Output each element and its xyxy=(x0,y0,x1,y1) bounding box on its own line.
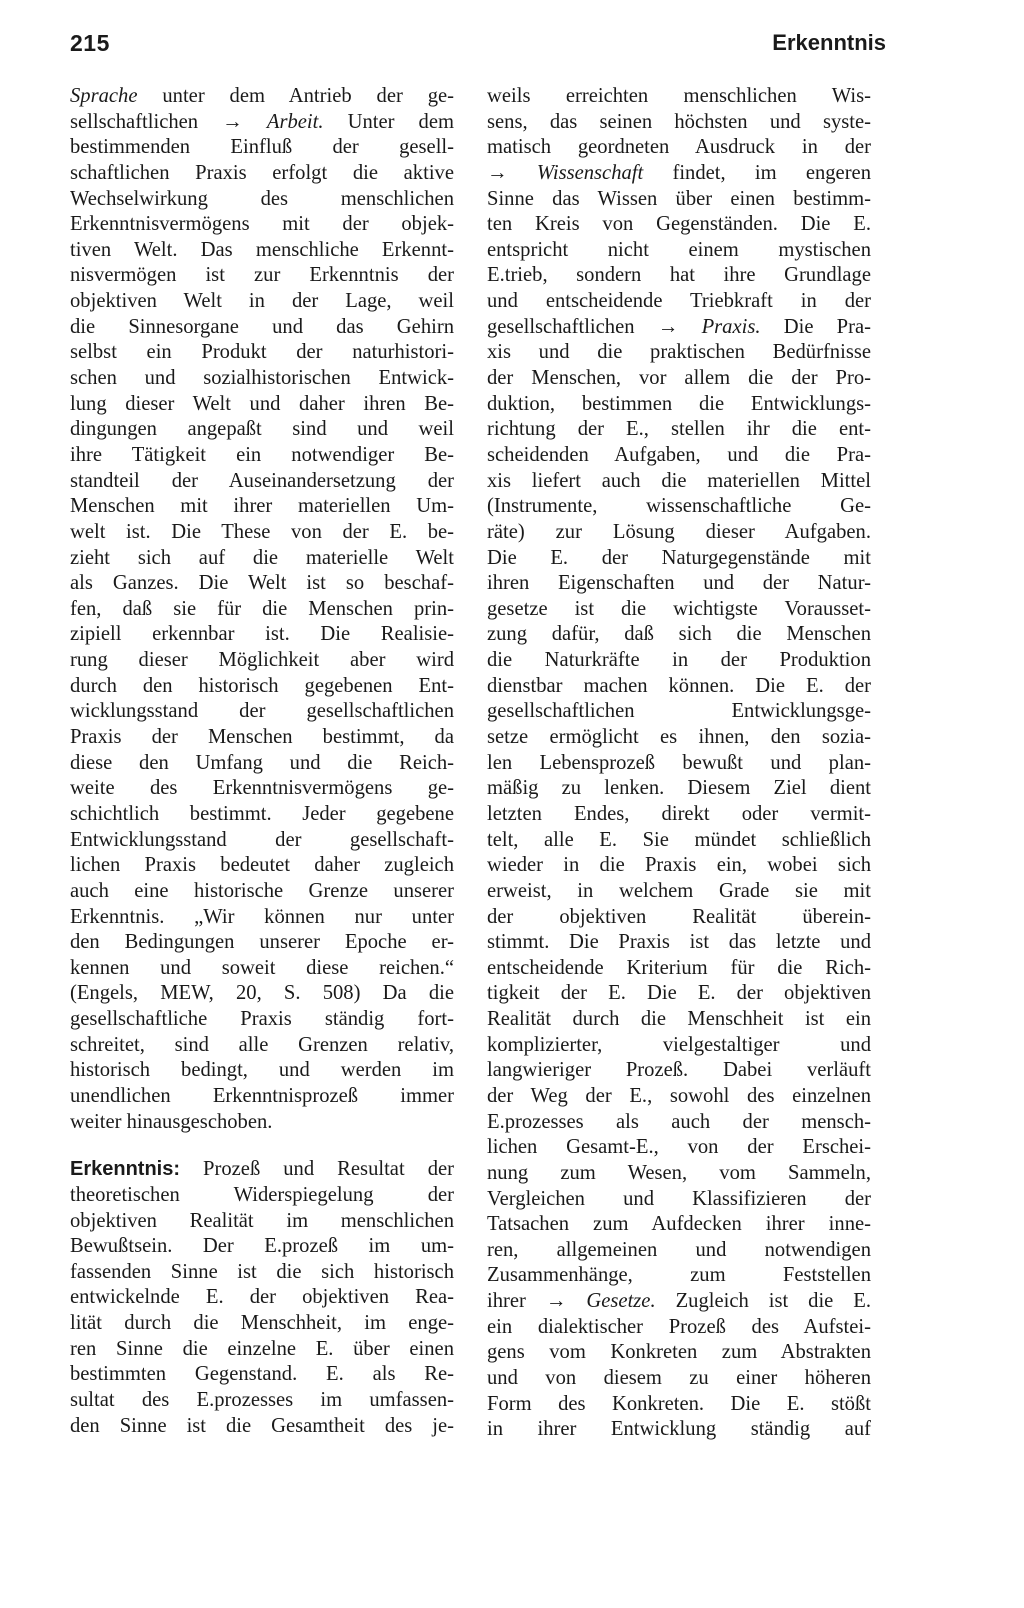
text-run: Praxis der Menschen bestimmt, da xyxy=(70,726,454,749)
text-run: ren Sinne die einzelne E. über einen xyxy=(70,1337,454,1360)
text-line xyxy=(487,263,871,289)
text-line xyxy=(487,1084,871,1110)
text-run: als Ganzes. Die Welt ist so beschaf- xyxy=(70,572,454,595)
text-run: unter dem Antrieb der ge- xyxy=(137,85,454,107)
text-run: ren, allgemeinen und notwendigen xyxy=(487,1238,871,1261)
text-run: (Engels, MEW, 20, S. 508) Da die xyxy=(70,982,454,1005)
text-run: xis und die praktischen Bedürfnisse xyxy=(487,341,871,364)
text-line xyxy=(487,930,871,956)
text-run: welt ist. Die These von der E. be- xyxy=(70,520,454,543)
text-run: tigkeit der E. Die E. der objektiven xyxy=(487,982,871,1005)
cross-reference: Arbeit. xyxy=(266,110,324,133)
text-line xyxy=(70,1260,454,1286)
text-run: lichen Gesamt-E., von der Erschei- xyxy=(487,1136,871,1159)
text-line xyxy=(70,1414,454,1440)
text-line xyxy=(487,84,871,110)
text-run: telt, alle E. Sie mündet schließlich xyxy=(487,828,871,851)
text-run: unendlichen Erkenntnisprozeß immer xyxy=(70,1084,454,1107)
text-run: findet, im engeren xyxy=(643,161,871,184)
text-line xyxy=(487,1058,871,1084)
text-line xyxy=(487,1366,871,1392)
text-line xyxy=(487,1187,871,1213)
text-line xyxy=(487,879,871,905)
text-run: nisvermögen ist zur Erkenntnis der xyxy=(70,264,454,287)
text-line xyxy=(487,674,871,700)
cross-reference: Gesetze. xyxy=(586,1290,656,1313)
text-run: mäßig zu lenken. Diesem Ziel dient xyxy=(487,777,871,800)
text-run: gesellschaftliche Praxis ständig fort- xyxy=(70,1008,454,1031)
text-run: stimmt. Die Praxis ist das letzte und xyxy=(487,931,871,954)
text-line xyxy=(487,238,871,264)
text-run: gens vom Konkreten zum Abstrakten xyxy=(487,1341,871,1364)
text-line xyxy=(487,1212,871,1238)
text-run: objektiven Realität im menschlichen xyxy=(70,1209,454,1232)
text-run: setze ermöglicht es ihnen, den sozia- xyxy=(487,726,871,749)
text-run: schreitet, sind alle Grenzen relativ, xyxy=(70,1033,454,1056)
text-line xyxy=(487,1417,871,1443)
text-line xyxy=(70,494,454,520)
text-line xyxy=(487,776,871,802)
text-line xyxy=(70,238,454,264)
text-run: sens, das seinen höchsten und syste- xyxy=(487,110,871,133)
text-run: zung dafür, daß sich die Menschen xyxy=(487,623,871,646)
text-line xyxy=(70,751,454,777)
text-line xyxy=(487,828,871,854)
text-line xyxy=(487,622,871,648)
text-line xyxy=(70,546,454,572)
text-line xyxy=(70,853,454,879)
text-run: lung dieser Welt und daher ihren Be- xyxy=(70,392,454,415)
text-line xyxy=(487,340,871,366)
text-line xyxy=(70,597,454,623)
text-run: entspricht nicht einem mystischen xyxy=(487,238,871,261)
text-line xyxy=(70,1285,454,1311)
text-line xyxy=(487,187,871,213)
text-line xyxy=(70,1033,454,1059)
text-run: Menschen mit ihrer materiellen Um- xyxy=(70,495,454,518)
text-run: ihrer → xyxy=(487,1290,587,1313)
text-run: scheidenden Aufgaben, und die Pra- xyxy=(487,443,871,466)
text-line xyxy=(487,699,871,725)
text-line xyxy=(487,1263,871,1289)
text-line xyxy=(70,1388,454,1414)
text-run: historisch bedingt, und werden im xyxy=(70,1059,454,1082)
text-run: die Sinnesorgane und das Gehirn xyxy=(70,315,454,338)
text-run: langwieriger Prozeß. Dabei verläuft xyxy=(487,1059,871,1082)
text-run: in ihrer Entwicklung ständig auf xyxy=(487,1418,871,1441)
text-run: Unter dem xyxy=(323,110,454,133)
text-line xyxy=(70,212,454,238)
entry-first-line xyxy=(70,1157,454,1183)
text-line xyxy=(70,699,454,725)
text-line xyxy=(70,1110,454,1136)
text-line xyxy=(487,1238,871,1264)
text-run: zipiell erkennbar ist. Die Realisie- xyxy=(70,623,454,646)
text-line xyxy=(487,1007,871,1033)
text-line xyxy=(487,366,871,392)
text-line xyxy=(487,853,871,879)
text-run: kennen und soweit diese reichen.“ xyxy=(70,956,454,979)
text-line xyxy=(70,802,454,828)
text-run: → xyxy=(487,161,537,184)
text-run: objektiven Welt in der Lage, weil xyxy=(70,290,454,313)
text-run: weils erreichten menschlichen Wis- xyxy=(487,85,871,107)
text-run: der objektiven Realität überein- xyxy=(487,905,871,928)
text-line xyxy=(487,1161,871,1187)
text-run: fen, daß sie für die Menschen prin- xyxy=(70,597,454,620)
text-run: ein dialektischer Prozeß des Aufstei- xyxy=(487,1315,871,1338)
text-run: dingungen angepaßt sind und weil xyxy=(70,418,454,441)
text-run: standteil der Auseinandersetzung der xyxy=(70,469,454,492)
text-run: E.prozesses als auch der mensch- xyxy=(487,1110,871,1133)
text-line xyxy=(70,1058,454,1084)
text-run: selbst ein Produkt der naturhistori- xyxy=(70,341,454,364)
text-line xyxy=(70,1183,454,1209)
text-run: schichtlich bestimmt. Jeder gegebene xyxy=(70,802,454,825)
text-line xyxy=(70,289,454,315)
text-run: sultat des E.prozesses im umfassen- xyxy=(70,1389,454,1412)
text-run: komplizierter, vielgestaltiger und xyxy=(487,1033,871,1056)
text-line xyxy=(70,930,454,956)
text-line xyxy=(487,315,871,341)
text-line xyxy=(70,469,454,495)
paragraph-continuation xyxy=(70,84,454,1135)
text-line xyxy=(70,315,454,341)
text-line xyxy=(70,1337,454,1363)
text-run: Die Pra- xyxy=(760,315,871,338)
text-run: dienstbar machen können. Die E. der xyxy=(487,674,871,697)
cross-reference: Sprache xyxy=(70,85,138,107)
text-line xyxy=(70,674,454,700)
paragraph-gap xyxy=(70,1135,454,1157)
text-run: Prozeß und Resultat der xyxy=(180,1158,454,1181)
text-run: diese den Umfang und die Reich- xyxy=(70,751,454,774)
text-run: (Instrumente, wissenschaftliche Ge- xyxy=(487,495,871,518)
text-line xyxy=(70,622,454,648)
text-line xyxy=(70,1234,454,1260)
text-line xyxy=(487,520,871,546)
text-run: wieder in die Praxis ein, wobei sich xyxy=(487,854,871,877)
text-line xyxy=(487,135,871,161)
text-line xyxy=(487,597,871,623)
text-run: Sinne das Wissen über einen bestimm- xyxy=(487,187,871,210)
text-line xyxy=(70,725,454,751)
text-line xyxy=(70,828,454,854)
text-line xyxy=(487,1289,871,1315)
text-run: nung zum Wesen, vom Sammeln, xyxy=(487,1161,871,1184)
text-run: weiter hinausgeschoben. xyxy=(70,1110,273,1133)
text-run: lität durch die Menschheit, im enge- xyxy=(70,1312,454,1335)
text-line xyxy=(70,1311,454,1337)
text-run: bestimmenden Einfluß der gesell- xyxy=(70,136,454,159)
text-run: die Naturkräfte in der Produktion xyxy=(487,649,871,672)
text-line xyxy=(487,289,871,315)
text-line xyxy=(487,417,871,443)
text-line xyxy=(70,571,454,597)
text-line xyxy=(70,776,454,802)
text-line xyxy=(70,392,454,418)
text-line xyxy=(487,725,871,751)
text-line xyxy=(70,135,454,161)
text-run: len Lebensprozeß bewußt und plan- xyxy=(487,751,871,774)
text-line xyxy=(487,1135,871,1161)
text-run: matisch geordneten Ausdruck in der xyxy=(487,136,871,159)
text-line xyxy=(487,1110,871,1136)
text-run: xis liefert auch die materiellen Mittel xyxy=(487,469,871,492)
text-run: gesellschaftlichen → xyxy=(487,315,702,338)
text-line xyxy=(487,1340,871,1366)
entry-keyword: Erkenntnis: xyxy=(70,1158,181,1181)
text-line xyxy=(70,187,454,213)
text-line xyxy=(487,905,871,931)
text-run: Erkenntnis. „Wir können nur unter xyxy=(70,905,454,928)
text-line xyxy=(487,546,871,572)
text-run: tiven Welt. Das menschliche Erkennt- xyxy=(70,238,454,261)
text-line xyxy=(70,340,454,366)
text-run: Form des Konkreten. Die E. stößt xyxy=(487,1392,871,1415)
text-run: rung dieser Möglichkeit aber wird xyxy=(70,649,454,672)
text-run: gesellschaftlichen Entwicklungsge- xyxy=(487,700,871,723)
cross-reference: Wissenschaft xyxy=(536,161,644,184)
page-number: 215 xyxy=(70,30,110,56)
right-column xyxy=(487,84,871,1443)
text-line xyxy=(70,956,454,982)
text-line xyxy=(70,366,454,392)
text-line xyxy=(487,981,871,1007)
text-run: räte) zur Lösung dieser Aufgaben. xyxy=(487,520,871,543)
text-line xyxy=(487,494,871,520)
text-run: erweist, in welchem Grade sie mit xyxy=(487,879,871,902)
cross-reference: Praxis. xyxy=(701,315,761,338)
text-run: Vergleichen und Klassifizieren der xyxy=(487,1187,871,1210)
text-line xyxy=(487,648,871,674)
text-run: richtung der E., stellen ihr die ent- xyxy=(487,418,871,441)
text-run: entscheidende Kriterium für die Rich- xyxy=(487,956,871,979)
text-line xyxy=(70,417,454,443)
text-run: lichen Praxis bedeutet daher zugleich xyxy=(70,854,454,877)
text-line xyxy=(487,110,871,136)
text-line xyxy=(487,469,871,495)
text-line xyxy=(487,161,871,187)
text-run: E.trieb, sondern hat ihre Grundlage xyxy=(487,264,871,287)
text-run: Erkenntnisvermögens mit der objek- xyxy=(70,213,454,236)
text-line xyxy=(487,1392,871,1418)
text-line xyxy=(70,520,454,546)
text-line xyxy=(70,648,454,674)
text-line xyxy=(70,263,454,289)
text-run: Die E. der Naturgegenstände mit xyxy=(487,546,871,569)
text-run: fassenden Sinne ist die sich historisch xyxy=(70,1260,454,1283)
text-run: Wechselwirkung des menschlichen xyxy=(70,187,454,210)
text-run: und entscheidende Triebkraft in der xyxy=(487,290,871,313)
text-line xyxy=(487,392,871,418)
text-run: entwickelnde E. der objektiven Rea- xyxy=(70,1286,454,1309)
text-run: schen und sozialhistorischen Entwick- xyxy=(70,367,454,390)
text-run: den Sinne ist die Gesamtheit des je- xyxy=(70,1414,454,1437)
text-run: letzten Endes, direkt oder vermit- xyxy=(487,802,871,825)
text-line xyxy=(487,802,871,828)
text-run: Entwicklungsstand der gesellschaft- xyxy=(70,828,454,851)
text-run: der Weg der E., sowohl des einzelnen xyxy=(487,1084,871,1107)
text-line xyxy=(70,161,454,187)
text-line xyxy=(70,443,454,469)
text-line xyxy=(70,1007,454,1033)
text-run: ihren Eigenschaften und der Natur- xyxy=(487,572,871,595)
text-line xyxy=(487,1033,871,1059)
text-run: Tatsachen zum Aufdecken ihrer inne- xyxy=(487,1213,871,1236)
text-run: sellschaftlichen → xyxy=(70,110,267,133)
text-run: ihre Tätigkeit ein notwendiger Be- xyxy=(70,443,454,466)
text-run: theoretischen Widerspiegelung der xyxy=(70,1183,454,1206)
text-line xyxy=(487,212,871,238)
dictionary-entry xyxy=(70,1157,454,1439)
text-line xyxy=(487,571,871,597)
text-line xyxy=(70,905,454,931)
text-run: und von diesem zu einer höheren xyxy=(487,1367,871,1390)
text-run: wicklungsstand der gesellschaftlichen xyxy=(70,700,454,723)
text-line xyxy=(487,1315,871,1341)
left-column xyxy=(70,84,454,1439)
text-run: der Menschen, vor allem die der Pro- xyxy=(487,367,871,390)
text-line xyxy=(487,443,871,469)
text-run: gesetze ist die wichtigste Vorausset- xyxy=(487,597,871,620)
text-line xyxy=(70,1084,454,1110)
text-run: bestimmten Gegenstand. E. als Re- xyxy=(70,1363,454,1386)
entry-first-line-text xyxy=(180,1158,454,1180)
text-line xyxy=(487,956,871,982)
running-title: Erkenntnis xyxy=(772,30,886,55)
text-run: auch eine historische Grenze unserer xyxy=(70,879,454,902)
text-line xyxy=(70,1209,454,1235)
text-line xyxy=(487,751,871,777)
text-run: zieht sich auf die materielle Welt xyxy=(70,546,454,569)
text-run: weite des Erkenntnisvermögens ge- xyxy=(70,777,454,800)
text-run: Zugleich ist die E. xyxy=(655,1290,871,1313)
text-line xyxy=(70,84,454,110)
text-run: duktion, bestimmen die Entwicklungs- xyxy=(487,392,871,415)
text-run: Realität durch die Menschheit ist ein xyxy=(487,1008,871,1031)
text-line xyxy=(70,879,454,905)
text-run: Zusammenhänge, zum Feststellen xyxy=(487,1264,871,1287)
text-line xyxy=(70,1362,454,1388)
text-line xyxy=(70,981,454,1007)
text-run: den Bedingungen unserer Epoche er- xyxy=(70,931,454,954)
text-line xyxy=(70,110,454,136)
text-run: durch den historisch gegebenen Ent- xyxy=(70,674,454,697)
text-run: Bewußtsein. Der E.prozeß im um- xyxy=(70,1235,454,1258)
text-run: schaftlichen Praxis erfolgt die aktive xyxy=(70,161,454,184)
text-run: ten Kreis von Gegenständen. Die E. xyxy=(487,213,871,236)
